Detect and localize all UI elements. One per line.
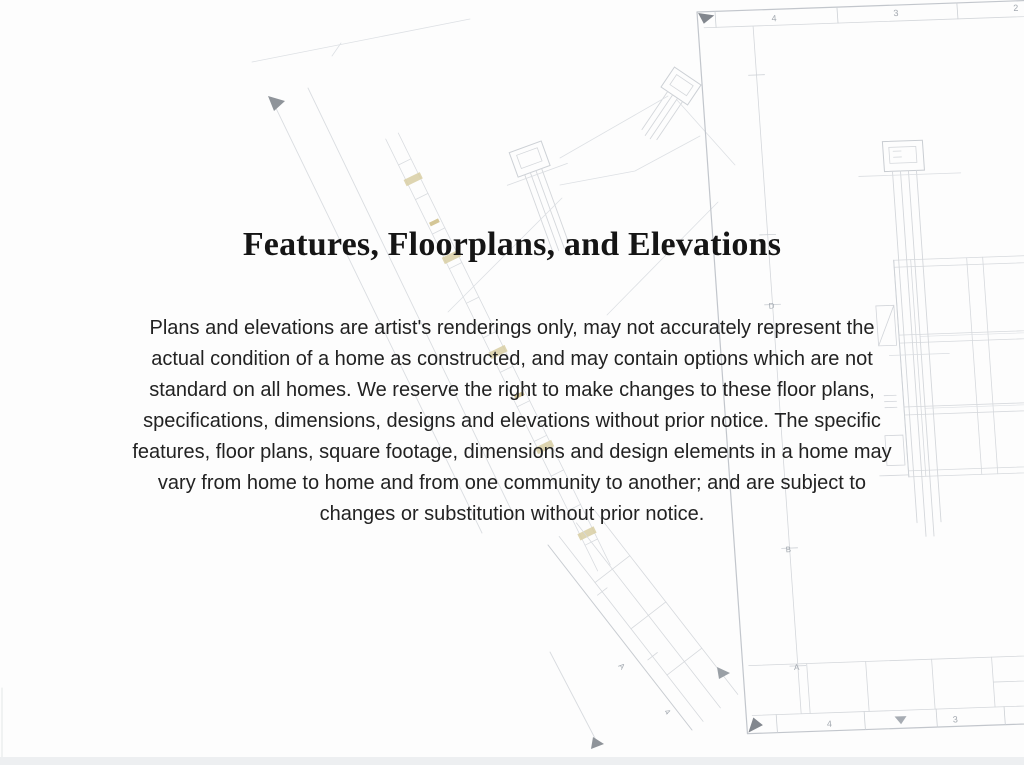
disclaimer-paragraph	[0, 313, 1024, 530]
ruler-label: A	[793, 662, 800, 673]
ruler-label: 4	[662, 707, 673, 717]
ruler-label: D	[768, 301, 775, 311]
disclaimer-line: vary from home to home and from one community to another; and are subject to	[157, 472, 867, 494]
dimension-arrowhead	[717, 667, 730, 679]
disclaimer-line: standard on all homes. We reserve the right to make changes to these floor plans,	[149, 379, 875, 401]
disclaimer-line: specifications, dimensions, designs and elevations without prior notice. The specific	[143, 410, 881, 432]
disclaimer-line: actual condition of a home as constructed, and may contain options which are not	[151, 348, 873, 370]
ruler-label: B	[785, 545, 792, 555]
ruler-label: A	[616, 661, 627, 672]
sheet-corner-mark	[698, 12, 715, 24]
ruler-label: 4	[771, 13, 777, 24]
dimension-arrowhead	[591, 737, 604, 749]
bottom-ruler-marker	[895, 716, 908, 724]
footer-band	[0, 757, 1024, 765]
ruler-label: 2	[1012, 2, 1019, 13]
sheet-corner-mark	[747, 717, 763, 732]
ruler-label: 3	[952, 714, 959, 725]
page-title: Features, Floorplans, and Elevations	[242, 226, 782, 263]
left-sheet-corner	[548, 509, 738, 749]
ruler-label: 4	[826, 718, 833, 729]
disclaimer-line: Plans and elevations are artist's renderings only, may not accurately represent the	[149, 317, 875, 339]
disclaimer-line: features, floor plans, square footage, dimensions and design elements in a home may	[132, 441, 892, 463]
disclaimer-line: changes or substitution without prior notice.	[319, 503, 705, 525]
ruler-label: 3	[893, 7, 899, 19]
column-detail-upper	[634, 67, 701, 145]
